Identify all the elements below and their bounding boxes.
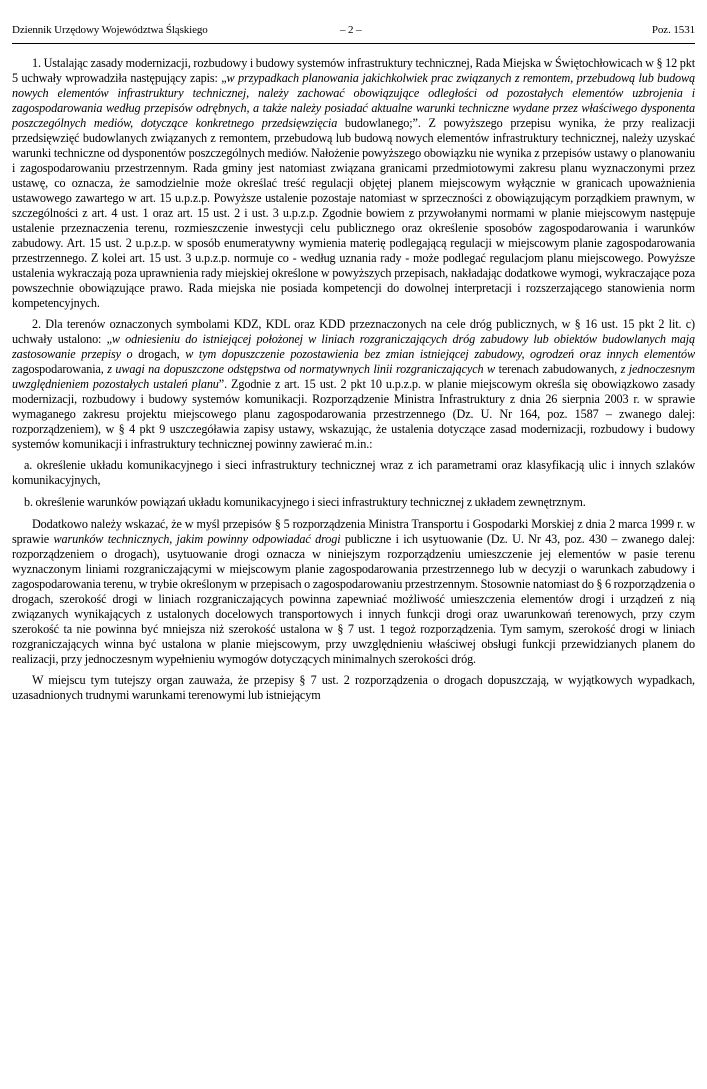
quoted-provision: w odniesieniu do istniejącej położonej w liniach rozgraniczających dróg zabudowy lub obiektów budowlanych mają zastosowanie przepisy o	[12, 332, 695, 361]
text-run: 2. Dla terenów oznaczonych symbolami KDZ, KDL oraz KDD przeznaczonych na cele dróg publicznych, w § 16 ust. 15 pkt 2 lit. c) uchwały ustalono: „	[12, 317, 695, 346]
paragraph-3	[12, 517, 695, 667]
text-run: publiczne i ich usytuowanie (Dz. U. Nr 43, poz. 430 – zwanego dalej: rozporządzeniem o drogach), usytuowanie drogi oznacza w niniejszym rozporządzeniu umieszczenie jej elementów w pasie terenu wyznaczonym liniami rozgraniczającymi w miejscowym planie zagospodarowania przestrzennego lub w decyzji o warunkach zabudowy i zagospodarowania terenu, w trybie określonym w przepisach o zagospodarowaniu przestrzennym. Stosownie natomiast do § 6 rozporządzenia o drogach, szerokość drogi w liniach rozgraniczających powinna zapewniać możliwość umieszczenia elementów drogi i urządzeń z nią związanych wynikających z ustalonych docelowych transportowych i innych funkcji drogi oraz uwarunkowań terenowych, przy czym szerokość ta nie powinna być mniejsza niż szerokość ustalona w § 7 ust. 1 tegoż rozporządzenia. Tym samym, szerokość drogi w liniach rozgraniczających winna być ustalona w planie miejscowym, przy uwzględnieniu właściwej obsługi funkcji przewidzianych planem do realizacji, przy jednoczesnym wypełnieniu wymogów dotyczących minimalnych szerokości dróg.	[12, 532, 696, 666]
quoted-provision: w przypadkach planowania jakichkolwiek prac związanych z remontem, przebudową lub budową nowych elementów infrastruktury technicznej, należy zachować obowiązujące odległości od pozostałych elementów uzbrojenia i zagospodarowania według przepisów odrębnych, a także należy posiadać aktualne warunki techniczne wydane przez właściwego dysponenta poszczególnych mediów, dotyczące konkretnego przedsięwzięcia	[12, 71, 695, 130]
quoted-provision: z jednoczesnym uwzględnieniem pozostałych ustaleń planu	[12, 362, 695, 391]
journal-title: Dziennik Urzędowy Województwa Śląskiego	[12, 24, 208, 36]
text-run: zagospodarowania,	[12, 362, 108, 376]
paragraph-1	[12, 56, 695, 311]
page-header	[12, 24, 695, 42]
header-rule	[12, 43, 695, 44]
text-run: Dodatkowo należy wskazać, że w myśl przepisów § 5 rozporządzenia Ministra Transportu i Gospodarki Morskiej z dnia 2 marca 1999 r. w sprawie	[12, 517, 695, 546]
text-run: drogach,	[132, 347, 186, 361]
page-number: – 2 –	[340, 24, 362, 36]
text-run: ”. Zgodnie z art. 15 ust. 2 pkt 10 u.p.z.p. w planie miejscowym określa się obowiązkowo zasady modernizacji, rozbudowy i budowy systemów komunikacji. Rozporządzenie Ministra Infrastruktury z dnia 26 sierpnia 2003 r. w sprawie wymaganego zakresu projektu miejscowego planu zagospodarowania przestrzennego (Dz. U. Nr 164, poz. 1587 – zwanego dalej: rozporządzeniem), w § 4 pkt 9 uszczegóławia zapisy ustawy, wskazując, że ustalenia dotyczące zasad modernizacji, rozbudowy i budowy systemów komunikacji i infrastruktury technicznej powinny zawierać m.in.:	[12, 377, 696, 451]
regulation-title: warunków technicznych, jakim powinny odpowiadać drogi	[53, 532, 341, 546]
text-run: budowlanego;”. Z powyższego przepisu wynika, że przy realizacji przedsięwzięć budowlanych związanych z remontem, przebudową lub budową nowych elementów infrastruktury technicznej, należy uzyskać warunki techniczne od dysponentów poszczególnych mediów. Nałożenie powyższego obowiązku nie wynika z przepisów ustawy o planowaniu i zagospodarowaniu przestrzennym. Rada gminy jest natomiast związana granicami przedmiotowymi zakresu planu wyznaczonymi przez ustawę, co oznacza, że samodzielnie może określać treść regulacji objętej planem miejscowym wyłącznie w granicach upoważnienia ustawowego zawartego w art. 15 u.p.z.p. Powyższe ustalenie pozostaje natomiast w sprzeczności z obowiązującym porządkiem prawnym, w szczególności z art. 4 ust. 1 oraz art. 15 ust. 2 i ust. 3 u.p.z.p. Zgodnie bowiem z przywołanymi normami w planie miejscowym następuje ustalenie przeznaczenia terenu, rozmieszczenie inwestycji celu publicznego oraz określenie sposobów zagospodarowania i warunków zabudowy. Art. 15 ust. 2 u.p.z.p. w sposób enumeratywny wymienia materię podlegającą regulacji w miejscowym planie zagospodarowania przestrzennego. Z kolei art. 15 ust. 3 u.p.z.p. normuje co - według uznania rady - może podlegać regulacjom planu miejscowego. Powyższe ustalenia wykraczają poza uprawnienia rady miejskiej określone w powyższych przepisach, nakładając dodatkowe wymogi, wykraczające poza powszechnie obowiązujące prawo. Rada miejska nie posiada kompetencji do dowolnej interpretacji i rozszerzającego stanowienia norm kompetencyjnych.	[12, 116, 695, 310]
list-item-a: a. określenie układu komunikacyjnego i sieci infrastruktury technicznej wraz z ich parametrami oraz klasyfikacją ulic i innych szlaków komunikacyjnych,	[12, 458, 695, 487]
paragraph-2	[12, 317, 695, 452]
text-run: terenach zabudowanych,	[495, 362, 621, 376]
list-item-b: b. określenie warunków powiązań układu komunikacyjnego i sieci infrastruktury technicznej z układem zewnętrznym.	[24, 495, 586, 509]
text-run: 1. Ustalając zasady modernizacji, rozbudowy i budowy systemów infrastruktury technicznej, Rada Miejska w Świętochłowicach w § 12 pkt 5 uchwały wprowadziła następujący zapis: „	[12, 56, 695, 85]
quoted-provision: w tym dopuszczenie pozostawienia bez zmian istniejącej zabudowy, ogrodzeń oraz innych elementów	[185, 347, 695, 361]
quoted-provision: z uwagi na dopuszczone odstępstwa od normatywnych linii rozgraniczających w	[107, 362, 496, 376]
position-number: Poz. 1531	[651, 24, 695, 36]
document-body	[12, 56, 695, 703]
paragraph-4: W miejscu tym tutejszy organ zauważa, że przepisy § 7 ust. 2 rozporządzenia o drogach dopuszczają, w wyjątkowych wypadkach, uzasadnionych trudnymi warunkami terenowymi lub istniejącym	[12, 673, 695, 702]
